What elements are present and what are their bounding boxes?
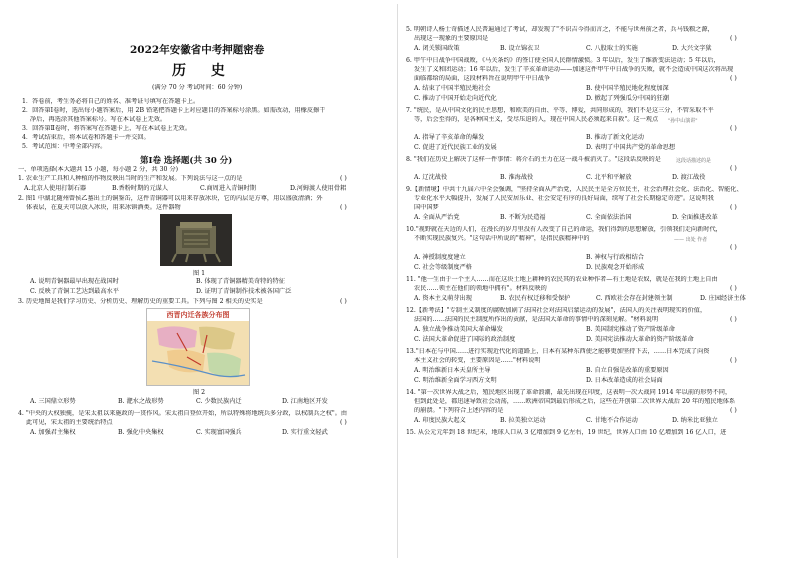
- question-12-option-a[interactable]: A. 独立战争推动美国大革命爆发: [414, 326, 503, 333]
- figure-2-caption: 图 2: [193, 389, 206, 396]
- question-6-option-b[interactable]: B. 使中国半殖民地化程度加深: [586, 85, 669, 92]
- question-5-option-b[interactable]: B. 设立锦衣卫: [500, 45, 540, 52]
- section-title: 第Ⅰ卷 选择题(共 30 分): [140, 156, 233, 166]
- question-7-source-note: "孙中山演讲": [668, 118, 698, 124]
- question-11-stem-cont: 农民……领主在他们的领地中拥有"。材料反映的: [414, 285, 547, 292]
- question-13-option-a[interactable]: A. 明治维新日本天皇所主导: [414, 367, 491, 374]
- right-column: [400, 0, 794, 562]
- question-4-stem: 4. "中央的大权独揽，是宋太祖以来施政的一贯作风。宋太祖自登位开始，所以特殊将地统兵多分政，以权制兵之权"。由: [18, 410, 348, 417]
- question-12-answer-slot[interactable]: ( ): [730, 316, 737, 323]
- question-6-option-d[interactable]: D. 掀起了列强瓜分中国的狂潮: [586, 95, 669, 102]
- question-7-answer-slot[interactable]: ( ): [730, 125, 737, 132]
- question-8-option-d[interactable]: D. 渡江战役: [672, 174, 706, 181]
- question-10-note: —— 出处 作者: [674, 237, 708, 243]
- question-10-option-b[interactable]: B. 神权与行政相结合: [586, 254, 644, 261]
- question-14-stem-cont: 但到此处是，都迅速导致社会动荡，……欧洲帝国到最后形成之后，这些在开创第二次世界大战后 20 年的殖民地体系: [414, 398, 736, 405]
- notice-line: 5．考试范围：中考全部内容。: [22, 143, 107, 150]
- western-jin-migration-map: [146, 308, 250, 386]
- question-8-option-b[interactable]: B. 淮海战役: [500, 174, 534, 181]
- question-14-option-c[interactable]: C. 甘地不合作运动: [586, 417, 638, 424]
- question-3-stem: 3. 历史地图是我们学习历史、分析历史、理解历史的重要工具。下列与图 2 相关的史实是: [18, 298, 263, 305]
- notice-line: 3．回答第Ⅱ卷时，将答案写在答题卡上，写在本试卷上无效。: [22, 125, 192, 132]
- question-12-stem: 12.【新考法】"专制主义制度的腐败加剧了法国社会对法国启蒙运动的发展"，法国人的关注表明现实的价值，: [406, 307, 707, 314]
- question-11-option-a[interactable]: A. 资本主义萌芽出现: [414, 295, 472, 302]
- question-4-option-d[interactable]: D. 实行重文轻武: [282, 429, 328, 436]
- question-2-option-a[interactable]: A. 说明青铜器最早出现在战国时: [30, 278, 119, 285]
- question-7-option-a[interactable]: A. 指导了辛亥革命的爆发: [414, 134, 485, 141]
- question-10-option-c[interactable]: C. 社会等级制度严格: [414, 264, 472, 271]
- question-3-option-c[interactable]: C. 少数民族内迁: [196, 398, 242, 405]
- question-6-option-c[interactable]: C. 推动了中国开始走向近代化: [414, 95, 497, 102]
- question-14-option-d[interactable]: D. 纳米比亚独立: [672, 417, 718, 424]
- column-divider: [397, 4, 398, 558]
- question-5-stem-cont: 出现这一现象的主要原因是: [414, 35, 489, 42]
- question-8-option-c[interactable]: C. 北平和平解放: [586, 174, 632, 181]
- question-2-option-d[interactable]: D. 证明了青铜制作技术被各国广泛: [196, 288, 292, 295]
- question-9-stem: 9.【新情境】中共十九届六中全会强调，"坚持全面从严治党，人民民主是全方位民主，社会治理社会化、法治化、智能化、: [406, 186, 743, 193]
- question-8-note: 这段话描述的是: [676, 158, 712, 164]
- notice-line: 2．回答第Ⅰ卷时，选出每小题答案后，用 2B 铅笔把答题卡上对应题目的答案标号涂黑。如需改动，用橡皮擦干: [22, 107, 326, 114]
- notice-line: 4．考试结束后，将本试卷和答题卡一并交回。: [22, 134, 150, 141]
- question-15-stem: 15. 从公元元年到 18 世纪末，地球人口从 3 亿增加到 9 亿左右，19 世纪，世界人口由 10 亿增加到 16 亿人口，进: [406, 429, 727, 436]
- question-12-option-b[interactable]: B. 美国制宪推动了资产阶级革命: [586, 326, 675, 333]
- question-11-stem: 11. "他一生由于一个主人……而在这块土地上耕种的农民其的农业种作者—有土地是农奴，就是在我的土地上自由: [406, 276, 718, 283]
- question-8-option-a[interactable]: A. 辽沈战役: [414, 174, 448, 181]
- question-1-option-b[interactable]: B.香粉时期的元谋人: [112, 185, 169, 192]
- question-14-option-b[interactable]: B. 拉美独立运动: [500, 417, 546, 424]
- notice-line: 净后，再选涂其他答案标号。写在本试卷上无效。: [30, 116, 167, 123]
- question-5-answer-slot[interactable]: ( ): [730, 35, 737, 42]
- question-11-option-b[interactable]: B. 农民有权迁移和受保护: [500, 295, 571, 302]
- question-2-stem: 2. 图1 中湖北随州曾侯乙墓出土的铜鉴缶，这件青铜器可以用来存放冰块，它的内层是方尊，用以盛放清酒；外: [18, 195, 323, 202]
- question-10-stem-cont: 不断实现民族复兴。"这句话中所说的"精神"，是指民族精神中的: [414, 235, 590, 242]
- question-4-stem-cont: 此可见，宋太祖的主要统治特点: [26, 419, 113, 426]
- question-3-answer-slot[interactable]: ( ): [340, 298, 347, 305]
- question-4-option-a[interactable]: A. 加强君主集权: [30, 429, 76, 436]
- question-3-option-b[interactable]: B. 淝水之战形势: [118, 398, 164, 405]
- question-1-answer-slot[interactable]: ( ): [340, 175, 347, 182]
- question-9-stem-cont2: 国中国梦: [414, 204, 439, 211]
- question-14-stem-cont2: 的崩溃。"下列符合上述内容的是: [414, 407, 504, 414]
- question-10-answer-slot[interactable]: ( ): [730, 244, 737, 251]
- question-11-answer-slot[interactable]: ( ): [730, 285, 737, 292]
- question-7-option-d[interactable]: D. 表明了中国共产党的革命思想: [586, 144, 676, 151]
- question-7-option-c[interactable]: C. 促进了近代民族工业的发展: [414, 144, 497, 151]
- question-6-stem-cont: 发生了义和团运动；16 年以后，发生了辛亥革命运动——加速这件甲午中日战争的失败，就不会造成中国这次将出现: [414, 66, 734, 73]
- question-1-option-d[interactable]: D.河姆渡人使用骨耜: [290, 185, 347, 192]
- question-1-option-c[interactable]: C.商周进入青铜时期: [200, 185, 256, 192]
- question-12-stem-cont: 法国的……法国的民主制度所作出的贡献，是法国大革命的事情中的深刻见解。"材料说明: [414, 316, 659, 323]
- question-9-stem-cont: 专业化水平大幅提升，发展了人民安居乐业、社会安定有序的良好局面，续写了社会长期稳定奇迹"。这说明我: [414, 195, 714, 202]
- question-2-option-c[interactable]: C. 反映了青铜工艺达到最高水平: [30, 288, 119, 295]
- exam-meta: (满分 70 分 考试时间：60 分钟): [152, 84, 243, 91]
- question-14-answer-slot[interactable]: ( ): [730, 407, 737, 414]
- map-title: 西晋内迁各族分布图: [147, 309, 249, 321]
- question-12-option-d[interactable]: D. 美国宪法推动大革命的资产阶级革命: [586, 336, 694, 343]
- question-13-option-d[interactable]: D. 日本改革造成的社会局面: [586, 377, 663, 384]
- question-10-stem: 10."视野就在天边的人们，在漫长的岁月里没有人改变了自己的命运，我们得到的思想解放，引领我们走向新时代，: [406, 226, 722, 233]
- question-2-answer-slot[interactable]: ( ): [340, 204, 347, 211]
- question-3-option-d[interactable]: D. 江南地区开发: [282, 398, 328, 405]
- subject-title: 历 史: [172, 63, 235, 79]
- question-5-option-c[interactable]: C. 八股取士的实施: [586, 45, 638, 52]
- question-8-answer-slot[interactable]: ( ): [730, 165, 737, 172]
- question-9-option-d[interactable]: D. 全面推进改革: [672, 214, 718, 221]
- question-13-stem-cont: 本主义社会的转变，主要原因是……"材料说明: [414, 357, 541, 364]
- question-10-option-d[interactable]: D. 民族观念开始形成: [586, 264, 645, 271]
- question-10-option-a[interactable]: A. 神授制度度建立: [414, 254, 466, 261]
- question-9-option-c[interactable]: C. 全面依法治国: [586, 214, 632, 221]
- question-8-stem: 8. "我们在历史上解决了这样一件事情：蒋介石的主力在这一战斗被消灭了。"这段话反映的是: [406, 156, 661, 163]
- question-5-stem: 5. 明朝诗人杨士奇描述人民普遍通过了考试，却发现了"不识吉今得而言之，不能与世州前之者，兵马钱粮之源，: [406, 26, 714, 33]
- bronze-vessel-photo: [160, 214, 232, 266]
- question-5-option-a[interactable]: A. 闭关锁国政策: [414, 45, 460, 52]
- question-2-option-b[interactable]: B. 体现了青铜器精美奇特的特征: [196, 278, 285, 285]
- question-4-answer-slot[interactable]: ( ): [340, 419, 347, 426]
- question-9-answer-slot[interactable]: ( ): [730, 204, 737, 211]
- question-13-answer-slot[interactable]: ( ): [730, 357, 737, 364]
- question-13-option-c[interactable]: C. 明治维新全面学习西方文明: [414, 377, 497, 384]
- question-11-option-c[interactable]: C. 西欧社会存在封建领主制: [596, 295, 673, 302]
- question-1-stem: 1. 农业生产工具和人种植的作物反映出当时的生产和发展。下列说法与这一点的是: [18, 175, 243, 182]
- question-9-option-a[interactable]: A. 全面从严治党: [414, 214, 460, 221]
- exam-title: 2022年安徽省中考押题密卷: [130, 44, 265, 56]
- question-1-option-a[interactable]: A.北京人使用打制石器: [24, 185, 87, 192]
- question-6-stem: 6. 甲午中日战争中国战败，《马关条约》的签订使全国人民群情激愤。3 年以后，发生了维新变法运动；5 年以后，: [406, 57, 720, 64]
- question-5-option-d[interactable]: D. 大兴文字狱: [672, 45, 712, 52]
- section-instructions: 一、单项选择(本大题共 15 小题，每小题 2 分，共 30 分): [18, 166, 179, 173]
- question-6-option-a[interactable]: A. 结束了中国半殖民地社会: [414, 85, 491, 92]
- question-9-option-b[interactable]: B. 不断为民造福: [500, 214, 546, 221]
- notice-line: 1．答卷前，考生务必将自己的姓名、准考证号填写在答题卡上。: [22, 98, 200, 105]
- question-7-option-b[interactable]: B. 推动了新文化运动: [586, 134, 644, 141]
- question-4-option-c[interactable]: C. 实现富国强兵: [196, 429, 242, 436]
- question-3-option-a[interactable]: A. 三国鼎立形势: [30, 398, 76, 405]
- question-2-stem-cont: 体表层，在夏天可以放入冰块，用来冰镇酒类。这件器物: [26, 204, 181, 211]
- question-12-option-c[interactable]: C. 法国大革命促进了国际的政治制度: [414, 336, 516, 343]
- question-14-option-a[interactable]: A. 印度民族大起义: [414, 417, 466, 424]
- question-7-stem: 7. "统民，是从中国文化的民主思想，和欧美的自由、平等、博爱，共同形成的，我们不是这三分，不管采取不平: [406, 107, 714, 114]
- question-6-stem-cont2: 面临都给的局面，这段材料旨在说明甲午中日战争: [414, 75, 551, 82]
- question-13-option-b[interactable]: B. 自立自强是改革的重要原因: [586, 367, 669, 374]
- question-4-option-b[interactable]: B. 强化中央集权: [118, 429, 164, 436]
- question-7-stem-cont: 等，后会至得的，是各种国主义，受尽压迫的人，现在中国人民必须起来自救"。这一观点: [414, 116, 659, 123]
- figure-1-caption: 图 1: [193, 270, 206, 277]
- question-14-stem: 14. "第一次世界大战之后，殖民地区出现了革命浪潮，最先出现在印度，这表明一次大战同 1914 年以前的形势不同，: [406, 389, 732, 396]
- question-11-option-d[interactable]: D. 庄园经济主体: [700, 295, 746, 302]
- question-13-stem: 13."日本在与中国……进行实现近代化的道路上，日本有某种东西使之能够更加坚持下去，……日本完成了向资: [406, 348, 710, 355]
- question-6-answer-slot[interactable]: ( ): [730, 75, 737, 82]
